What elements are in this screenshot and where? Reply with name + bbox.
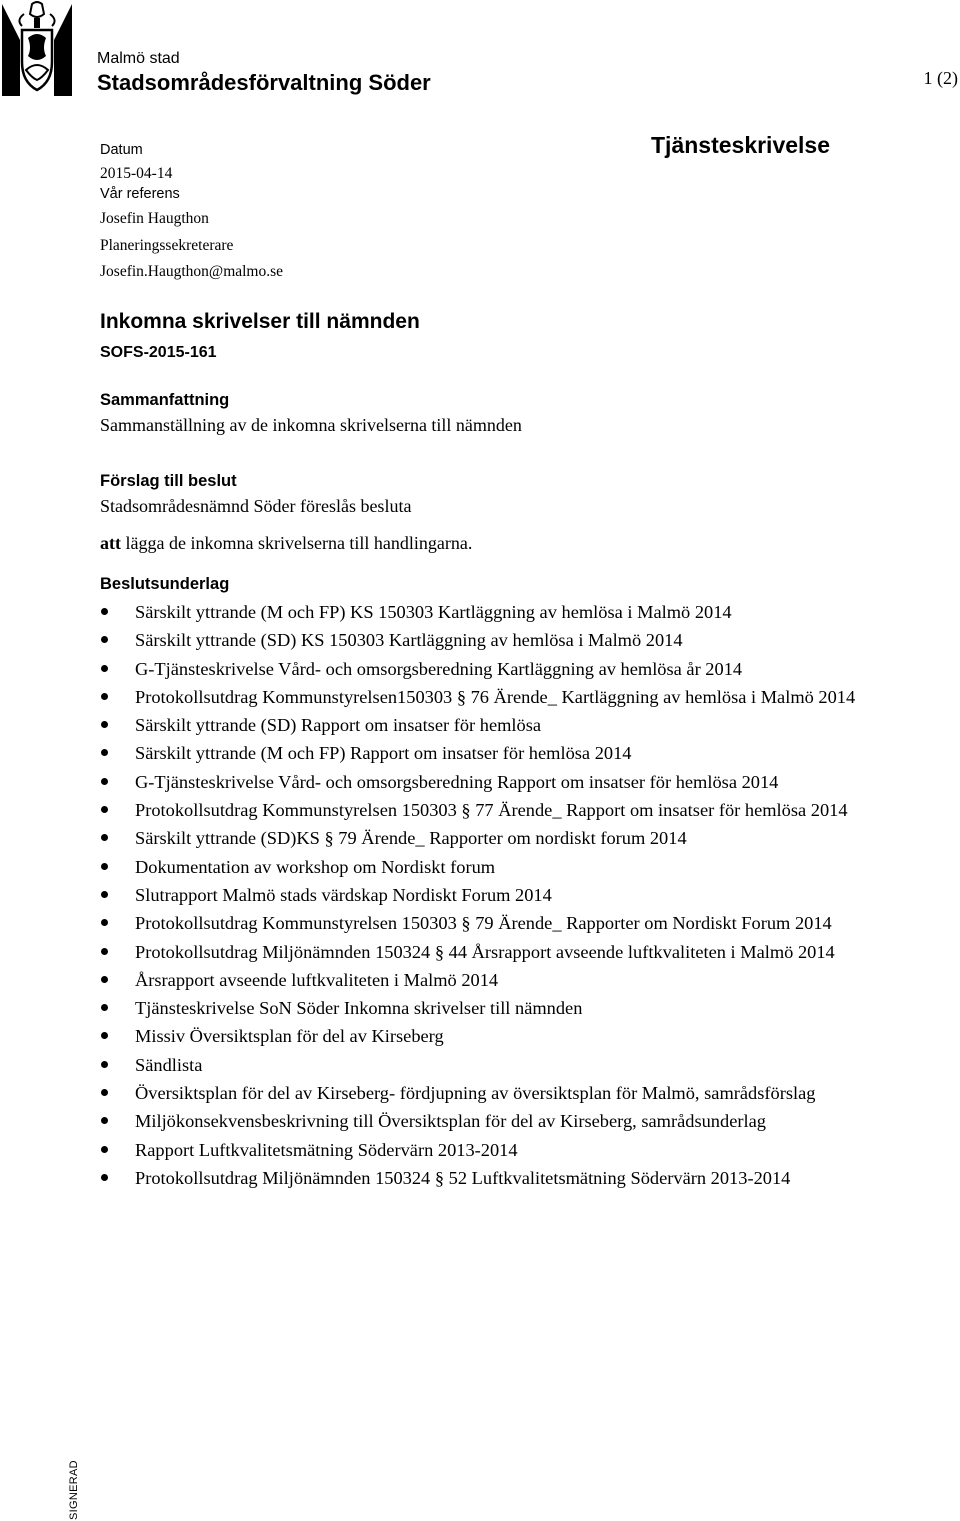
list-item: Slutrapport Malmö stads värdskap Nordiskt Forum 2014 (98, 881, 960, 909)
proposal-text: Stadsområdesnämnd Söder föreslås besluta (100, 496, 412, 516)
proposal-att-line (100, 533, 472, 554)
contact-name: Josefin Haugthon (100, 210, 209, 227)
basis-heading: Beslutsunderlag (100, 575, 230, 593)
att-keyword: att (100, 533, 121, 553)
list-item: Särskilt yttrande (M och FP) KS 150303 Kartläggning av hemlösa i Malmö 2014 (98, 598, 960, 626)
list-item: Miljökonsekvensbeskrivning till Översiktsplan för del av Kirseberg, samrådsunderlag (98, 1107, 960, 1135)
list-item: Protokollsutdrag Kommunstyrelsen 150303 § 79 Ärende_ Rapporter om Nordiskt Forum 2014 (98, 909, 960, 937)
page-number: 1 (2) (923, 68, 958, 88)
list-item: G-Tjänsteskrivelse Vård- och omsorgsberedning Kartläggning av hemlösa år 2014 (98, 655, 960, 683)
list-item: Protokollsutdrag Kommunstyrelsen 150303 § 77 Ärende_ Rapport om insatser för hemlösa 2014 (98, 796, 960, 824)
list-item: Protokollsutdrag Miljönämnden 150324 § 44 Årsrapport avseende luftkvaliteten i Malmö 2014 (98, 938, 960, 966)
list-item: Sändlista (98, 1051, 960, 1079)
basis-list (98, 598, 960, 1192)
list-item: Rapport Luftkvalitetsmätning Södervärn 2013-2014 (98, 1136, 960, 1164)
list-item: Översiktsplan för del av Kirseberg- fördjupning av översiktsplan för Malmö, samrådsförslag (98, 1079, 960, 1107)
att-text: lägga de inkomna skrivelserna till handlingarna. (121, 533, 473, 553)
contact-email: Josefin.Haugthon@malmo.se (100, 263, 284, 280)
list-item: Särskilt yttrande (SD) KS 150303 Kartläggning av hemlösa i Malmö 2014 (98, 626, 960, 654)
reference-label: Vår referens (100, 186, 180, 202)
document-type-heading: Tjänsteskrivelse (651, 132, 831, 158)
list-item: G-Tjänsteskrivelse Vård- och omsorgsberedning Rapport om insatser för hemlösa 2014 (98, 768, 960, 796)
reference-number: SOFS-2015-161 (100, 344, 217, 361)
list-item: Missiv Översiktsplan för del av Kirseberg (98, 1022, 960, 1050)
date-label: Datum (100, 142, 143, 158)
list-item: Särskilt yttrande (M och FP) Rapport om insatser för hemlösa 2014 (98, 739, 960, 767)
list-item: Särskilt yttrande (SD) Rapport om insatser för hemlösa (98, 711, 960, 739)
malmo-coat-of-arms-logo (2, 0, 72, 96)
signed-label: SIGNERAD (68, 1460, 80, 1520)
list-item: Protokollsutdrag Miljönämnden 150324 § 52 Luftkvalitetsmätning Södervärn 2013-2014 (98, 1164, 960, 1192)
contact-role: Planeringssekreterare (100, 237, 234, 254)
organization-name: Malmö stad (97, 50, 180, 67)
list-item: Årsrapport avseende luftkvaliteten i Malmö 2014 (98, 966, 960, 994)
document-title: Inkomna skrivelser till nämnden (100, 310, 420, 333)
list-item: Tjänsteskrivelse SoN Söder Inkomna skrivelser till nämnden (98, 994, 960, 1022)
department-name: Stadsområdesförvaltning Söder (97, 70, 431, 95)
list-item: Dokumentation av workshop om Nordiskt forum (98, 853, 960, 881)
list-item: Särskilt yttrande (SD)KS § 79 Ärende_ Rapporter om nordiskt forum 2014 (98, 824, 960, 852)
summary-text: Sammanställning av de inkomna skrivelserna till nämnden (100, 415, 522, 435)
proposal-heading: Förslag till beslut (100, 472, 237, 490)
list-item: Protokollsutdrag Kommunstyrelsen150303 § 76 Ärende_ Kartläggning av hemlösa i Malmö 2014 (98, 683, 960, 711)
summary-heading: Sammanfattning (100, 391, 230, 409)
date-value: 2015-04-14 (100, 165, 173, 182)
